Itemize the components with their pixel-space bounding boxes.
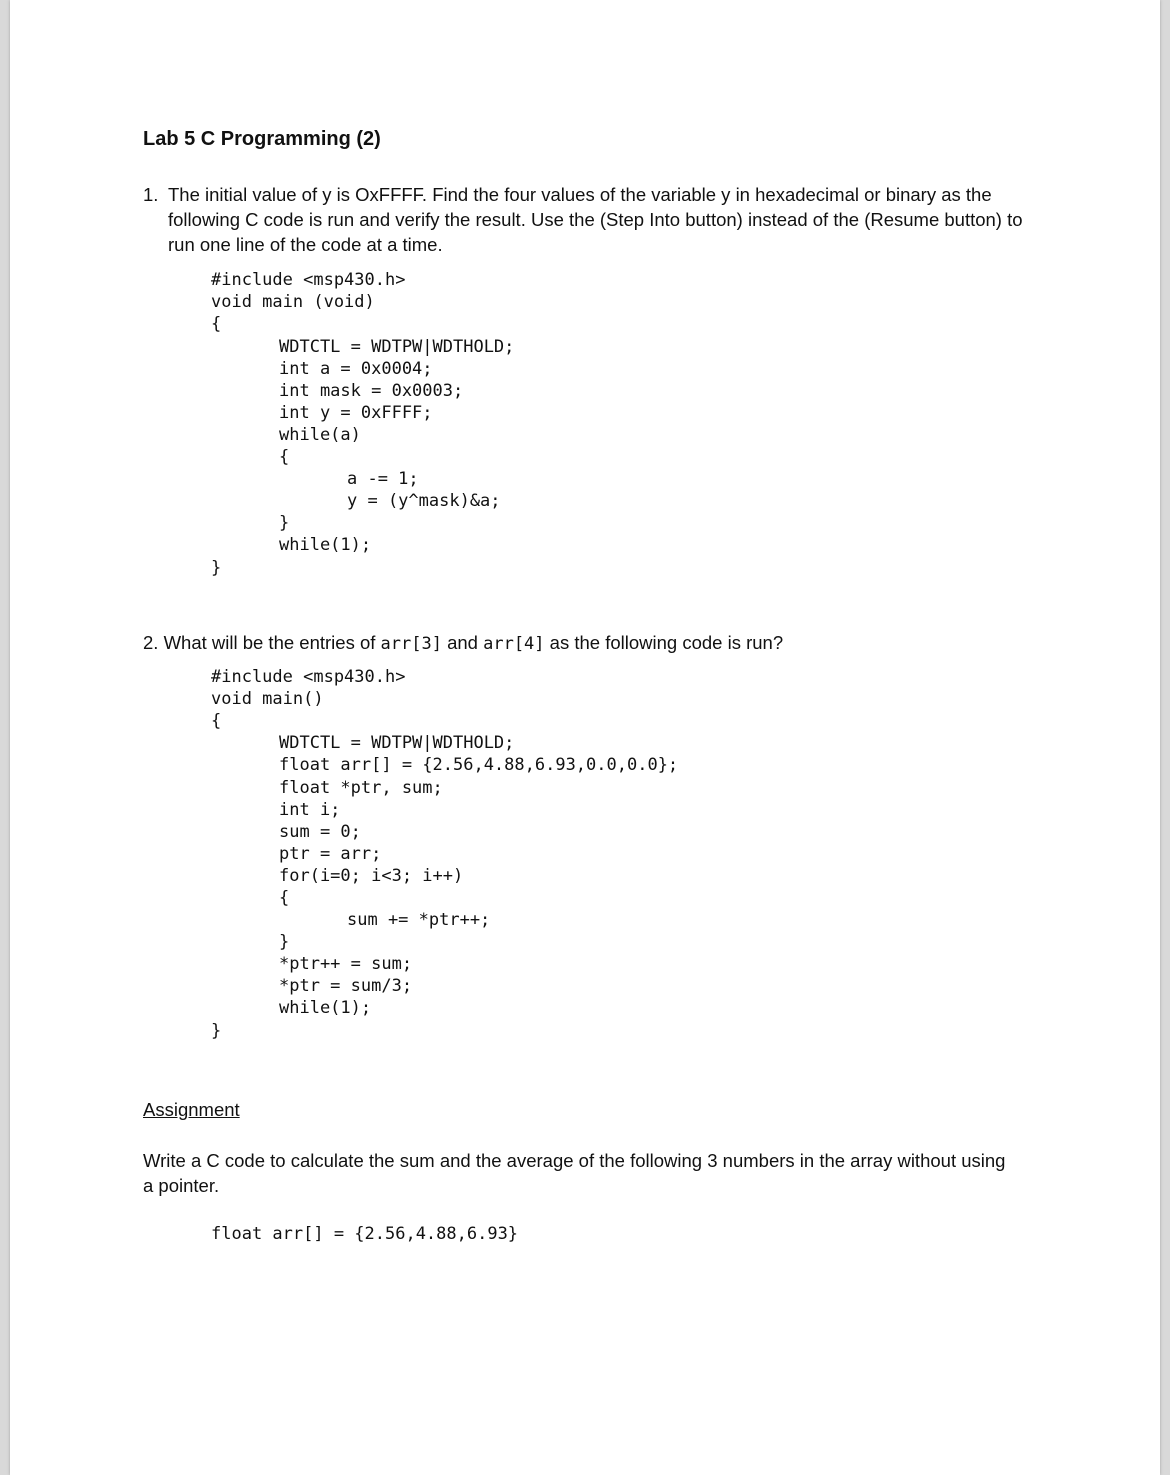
code-line: int a = 0x0004; xyxy=(279,359,433,379)
arr3-inline-code: arr[3] xyxy=(380,634,442,654)
code-line: int y = 0xFFFF; xyxy=(279,403,433,423)
code-line: void main() xyxy=(211,689,324,709)
code-line: while(1); xyxy=(279,535,372,555)
code-line: sum = 0; xyxy=(279,822,361,842)
code-line: { xyxy=(211,314,222,334)
code-line: int mask = 0x0003; xyxy=(279,381,464,401)
assignment-heading: Assignment xyxy=(143,1099,240,1120)
question-1-text: The initial value of y is OxFFFF. Find the four values of the variable y in hexadecimal or binary as the following C code is run and verify the result. Use the (Step Into button) instead of the (Resume button) to run one line of the code at a time. xyxy=(168,184,1023,255)
code-line: { xyxy=(211,711,222,731)
code-line: while(1); xyxy=(279,998,372,1018)
code-line: WDTCTL = WDTPW|WDTHOLD; xyxy=(279,733,515,753)
code-line: } xyxy=(211,1021,222,1041)
code-line: y = (y^mask)&a; xyxy=(347,491,501,511)
code-line: } xyxy=(279,932,290,952)
arr4-inline-code: arr[4] xyxy=(483,634,545,654)
code-line: { xyxy=(279,888,290,908)
code-line: a -= 1; xyxy=(347,469,419,489)
code-line: float arr[] = {2.56,4.88,6.93,0.0,0.0}; xyxy=(279,755,679,775)
question-2-prefix: 2. What will be the entries of xyxy=(143,632,381,653)
code-line: ptr = arr; xyxy=(279,844,382,864)
code-line: } xyxy=(279,513,290,533)
code-line: *ptr++ = sum; xyxy=(279,954,413,974)
code-line: float *ptr, sum; xyxy=(279,778,443,798)
code-line: #include <msp430.h> xyxy=(211,667,406,687)
code-line: sum += *ptr++; xyxy=(347,910,491,930)
assignment-text: Write a C code to calculate the sum and the average of the following 3 numbers in the array without using a pointer. xyxy=(143,1150,1006,1196)
code-line: { xyxy=(279,447,290,467)
code-line: WDTCTL = WDTPW|WDTHOLD; xyxy=(279,337,515,357)
code-line: #include <msp430.h> xyxy=(211,270,406,290)
code-line: } xyxy=(211,558,222,578)
code-line: int i; xyxy=(279,800,341,820)
page-title: Lab 5 C Programming (2) xyxy=(143,128,381,150)
question-1-number: 1. xyxy=(143,184,159,205)
question-2-mid: and xyxy=(441,632,484,653)
code-line: while(a) xyxy=(279,425,361,445)
code-line: *ptr = sum/3; xyxy=(279,976,413,996)
question-2-text xyxy=(143,630,783,657)
code-line: void main (void) xyxy=(211,292,375,312)
assignment-code: float arr[] = {2.56,4.88,6.93} xyxy=(211,1224,519,1244)
document-page xyxy=(10,0,1160,1475)
code-line: for(i=0; i<3; i++) xyxy=(279,866,464,886)
question-2-suffix: as the following code is run? xyxy=(544,632,784,653)
